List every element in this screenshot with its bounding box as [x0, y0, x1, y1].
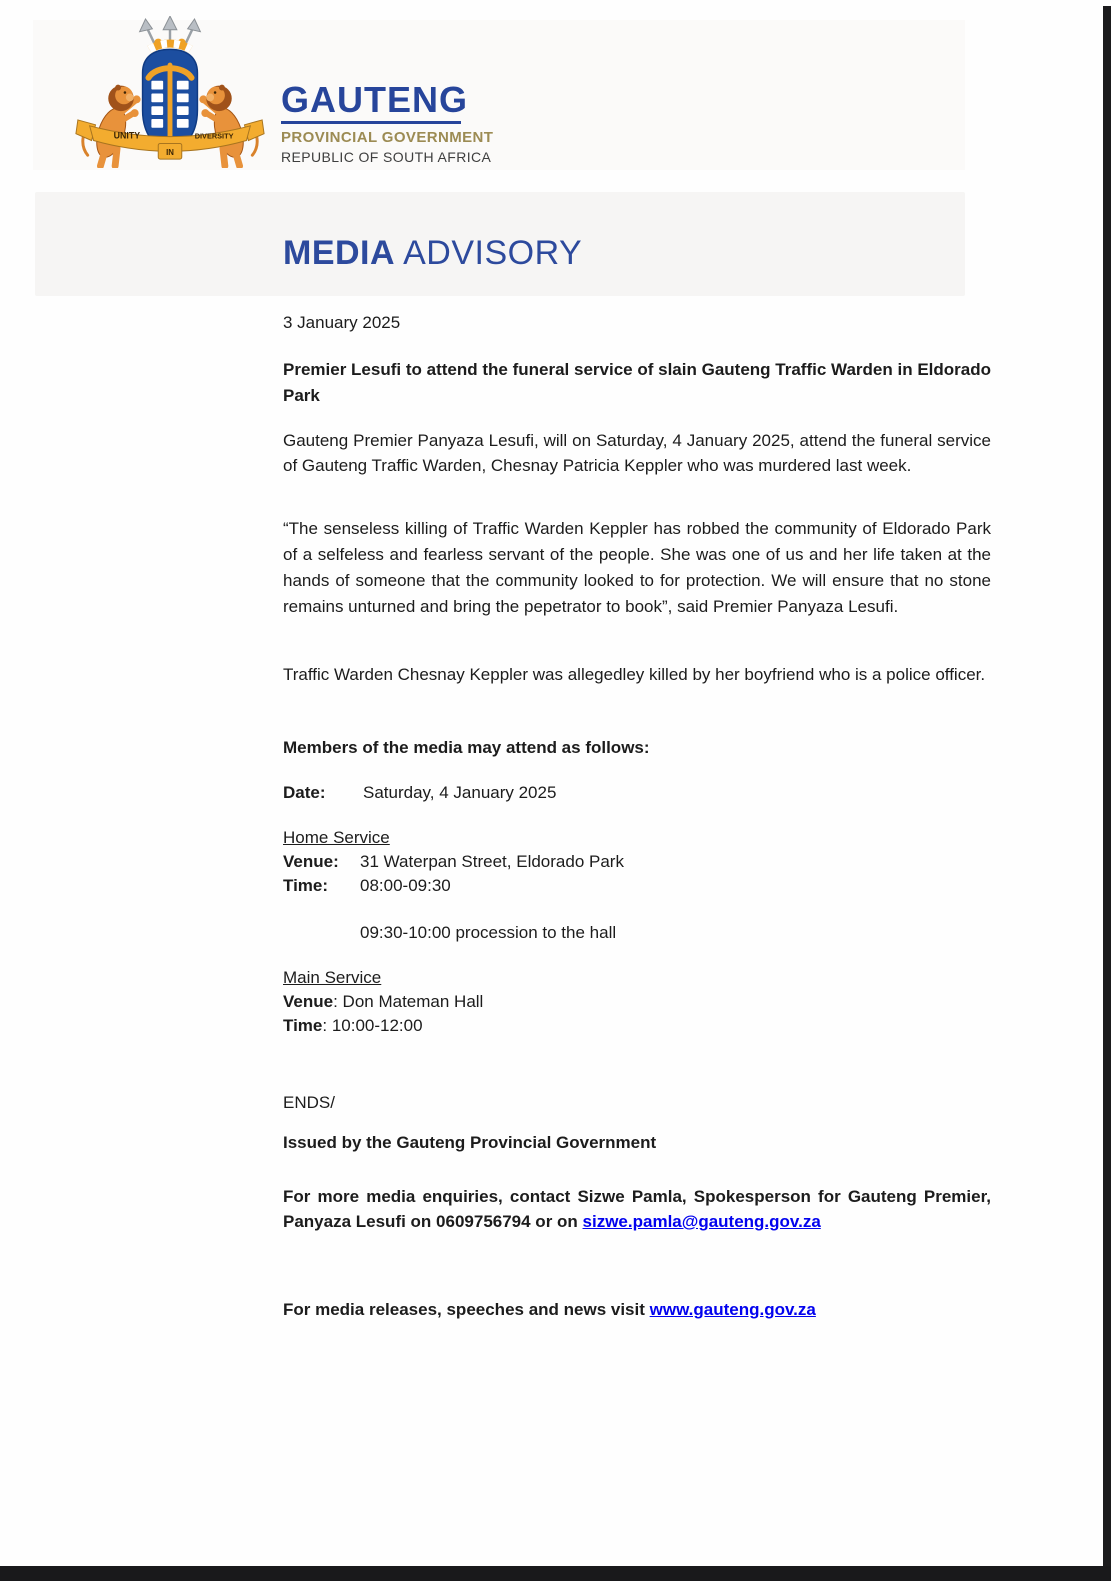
paragraph-intro: Gauteng Premier Panyaza Lesufi, will on Saturday, 4 January 2025, attend the funeral service of Gauteng Traffic Warden, Chesnay Patricia Keppler who was murdered last week. [283, 431, 991, 475]
motto-in-text: IN [166, 148, 174, 158]
brand-title: GAUTENG [281, 79, 468, 120]
enquiries-paragraph [283, 1184, 991, 1234]
headline: Premier Lesufi to attend the funeral service of slain Gauteng Traffic Warden in Eldorado Park [283, 360, 991, 405]
home-service-venue-row [283, 850, 991, 874]
main-service-heading: Main Service [283, 968, 382, 987]
time-value: : 10:00-12:00 [322, 1016, 423, 1035]
motto-diversity-text: DIVERSITY [194, 131, 234, 141]
main-service-venue-row [283, 990, 991, 1014]
ends-marker: ENDS/ [283, 1093, 335, 1112]
time-label: Time [283, 1016, 323, 1035]
venue-label: Venue [283, 992, 334, 1011]
venue-value: 31 Waterpan Street, Eldorado Park [360, 852, 624, 871]
home-service-block [283, 826, 991, 898]
doc-type-title [283, 234, 582, 273]
time-label: Time: [283, 876, 329, 895]
date-line: 3 January 2025 [283, 313, 401, 332]
date-label: Date: [283, 783, 326, 802]
main-service-block [283, 966, 991, 1038]
brand-subtitle: PROVINCIAL GOVERNMENT [281, 129, 494, 146]
brand-block [281, 79, 494, 165]
footer-line [283, 1297, 991, 1322]
footer-text: For media releases, speeches and news visit [283, 1300, 650, 1319]
main-service-time-row [283, 1014, 991, 1038]
venue-label: Venue: [283, 852, 339, 871]
members-heading: Members of the media may attend as follows: [283, 738, 650, 757]
doc-type-rest: ADVISORY [395, 234, 583, 272]
date-value: Saturday, 4 January 2025 [363, 783, 557, 802]
issued-by-line: Issued by the Gauteng Provincial Government [283, 1133, 657, 1152]
venue-value: : Don Mateman Hall [333, 992, 484, 1011]
brand-country: REPUBLIC OF SOUTH AFRICA [281, 149, 492, 165]
home-service-heading: Home Service [283, 828, 390, 847]
motto-unity-text: UNITY [113, 130, 141, 141]
event-date-row [283, 780, 991, 805]
time-value: 08:00-09:30 [360, 876, 451, 895]
paragraph-quote: “The senseless killing of Traffic Warden Keppler has robbed the community of Eldorado Park of a selfeless and fearless servant of the people. She was one of us and her life taken at the hands of someone that the community looked to for protection. We will ensure that no stone remains unturned and bring the pepetrator to book”, said Premier Panyaza Lesufi. [283, 519, 991, 616]
procession-line: 09:30-10:00 procession to the hall [360, 923, 617, 942]
gauteng-website-link[interactable]: www.gauteng.gov.za [649, 1300, 816, 1319]
brand-rule [281, 121, 461, 124]
spokesperson-email-link[interactable]: sizwe.pamla@gauteng.gov.za [582, 1212, 821, 1231]
screen-edge-right [1103, 6, 1111, 1581]
doc-type-bold: MEDIA [283, 234, 396, 272]
enquiries-text: For more media enquiries, contact Sizwe Pamla, Spokesperson for Gauteng Premier, Panyaza Lesufi on 0609756794 or on [283, 1187, 991, 1231]
paragraph-suspect: Traffic Warden Chesnay Keppler was allegedley killed by her boyfriend who is a police officer. [283, 665, 986, 684]
gauteng-coat-of-arms-icon [72, 16, 268, 168]
screen-edge-bottom [0, 1566, 1111, 1581]
home-service-time-row [283, 874, 991, 898]
